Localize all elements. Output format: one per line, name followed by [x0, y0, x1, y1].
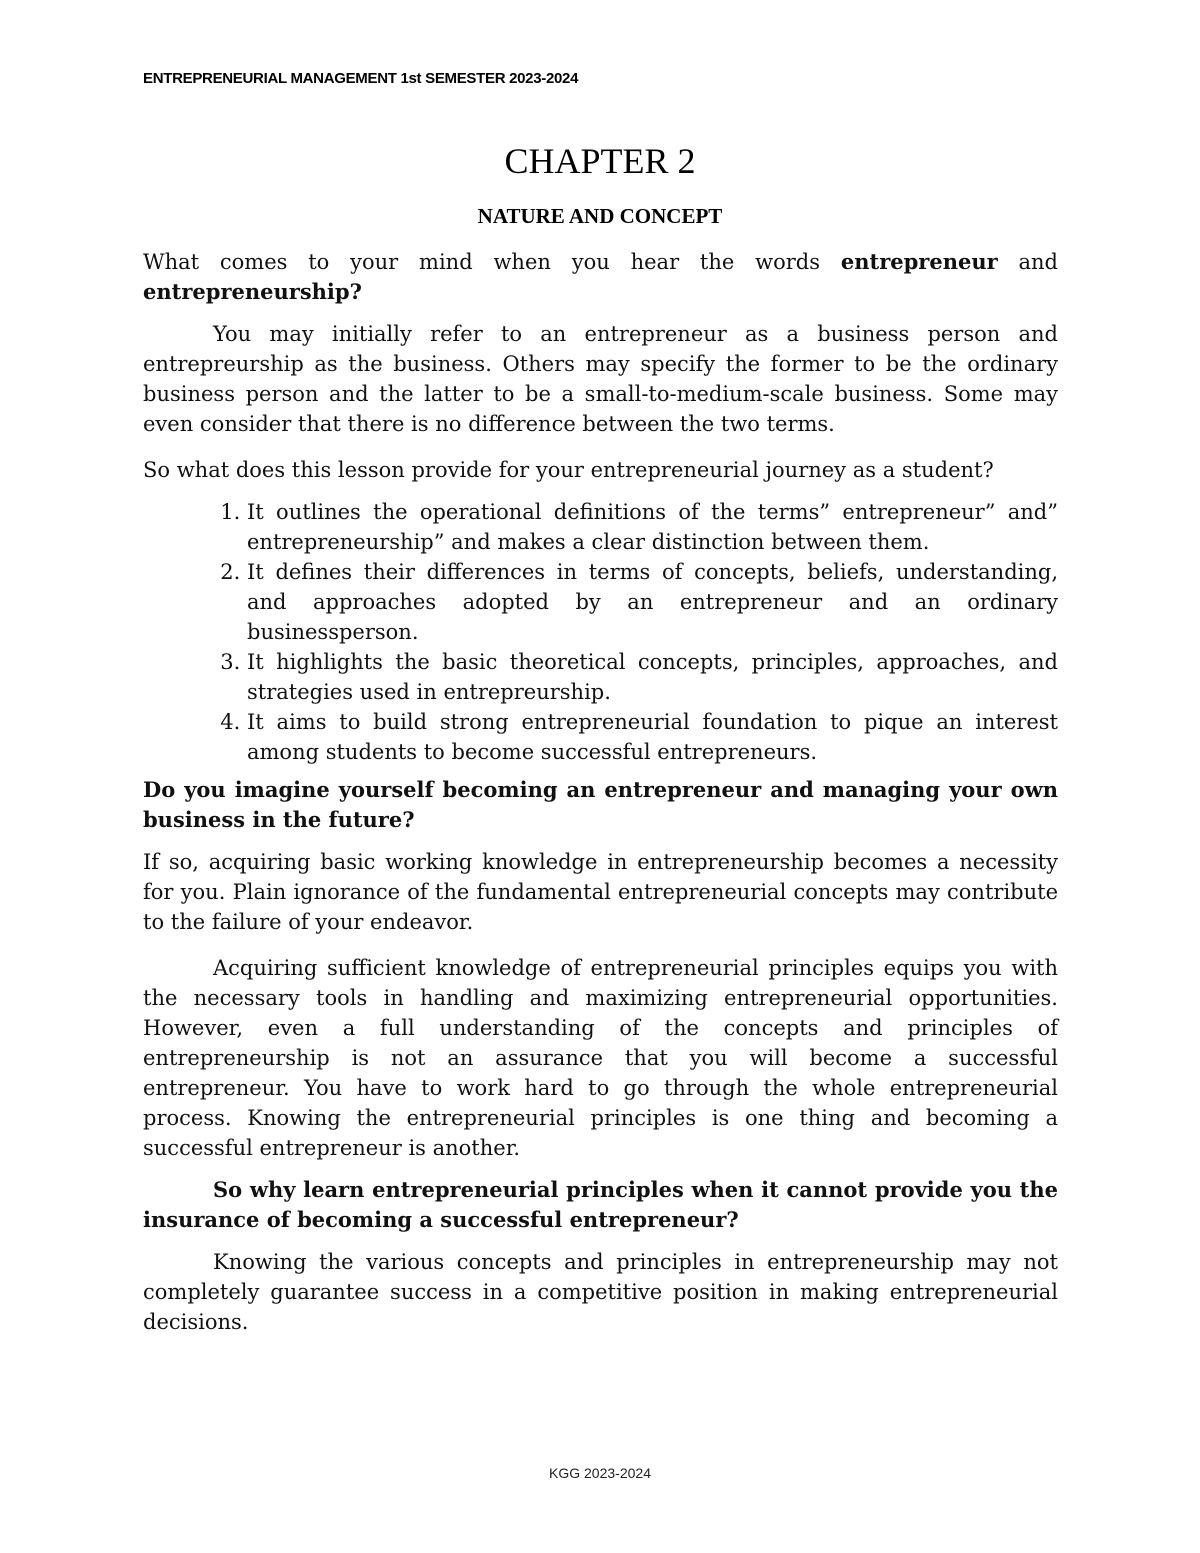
question-2: [143, 775, 1058, 835]
chapter-subtitle: NATURE AND CONCEPT: [477, 204, 723, 228]
list-item: 3. It highlights the basic theoretical concepts, principles, approaches, and strategies used in entrepreurship.: [247, 647, 1058, 707]
question-2-text: Do you imagine yourself becoming an entrepreneur and managing your own business in the future?: [143, 777, 1058, 832]
page-footer: KGG 2023-2024: [549, 1465, 651, 1481]
intro-question-bold-b: entrepreneurship?: [143, 279, 362, 304]
paragraph-1: You may initially refer to an entrepreneur as a business person and entrepreurship as the business. Others may specify the former to be the ordinary business person and the latter to be a small-to-medium-scale business. Some may even consider that there is no difference between the two terms.: [143, 322, 1058, 436]
chapter-title: CHAPTER 2: [504, 141, 696, 181]
running-header: ENTREPRENEURIAL MANAGEMENT 1st SEMESTER 2023-2024: [143, 70, 579, 87]
list-item: 2. It defines their differences in terms of concepts, beliefs, understanding, and approaches adopted by an entrepreneur and an ordinary businessperson.: [247, 557, 1058, 647]
paragraph-4: Acquiring sufficient knowledge of entrepreneurial principles equips you with the necessary tools in handling and maximizing entrepreneurial opportunities. However, even a full understanding of the concepts and principles of entrepreneurship is not an assurance that you will become a successful entrepreneur. You have to work hard to go through the whole entrepreneurial process. Knowing the entrepreneurial principles is one thing and becoming a successful entrepreneur is another.: [143, 956, 1058, 1160]
question-3: [143, 1175, 1058, 1235]
document-body: [143, 247, 1058, 1353]
list-item: 4. It aims to build strong entrepreneurial foundation to pique an interest among students to become successful entrepreneurs.: [247, 707, 1058, 767]
question-3-text: So why learn entrepreneurial principles when it cannot provide you the insurance of becoming a successful entrepreneur?: [143, 1177, 1058, 1232]
list-item: 1. It outlines the operational definitions of the terms” entrepreneur” and” entrepreneurship” and makes a clear distinction between them.: [247, 497, 1058, 557]
intro-question-text-b: and: [997, 250, 1058, 274]
intro-question-bold-a: entrepreneur: [840, 249, 998, 274]
lesson-outcomes-list: [143, 497, 1058, 767]
intro-question: [143, 247, 1058, 307]
intro-question-text-a: What comes to your mind when you hear the words: [143, 250, 841, 274]
paragraph-5: Knowing the various concepts and principles in entrepreneurship may not completely guarantee success in a competitive position in making entrepreneurial decisions.: [143, 1250, 1058, 1334]
paragraph-3: If so, acquiring basic working knowledge in entrepreneurship becomes a necessity for you. Plain ignorance of the fundamental entrepreneurial concepts may contribute to the failure of your endeavor.: [143, 850, 1058, 934]
paragraph-2: So what does this lesson provide for your entrepreneurial journey as a student?: [143, 458, 994, 482]
